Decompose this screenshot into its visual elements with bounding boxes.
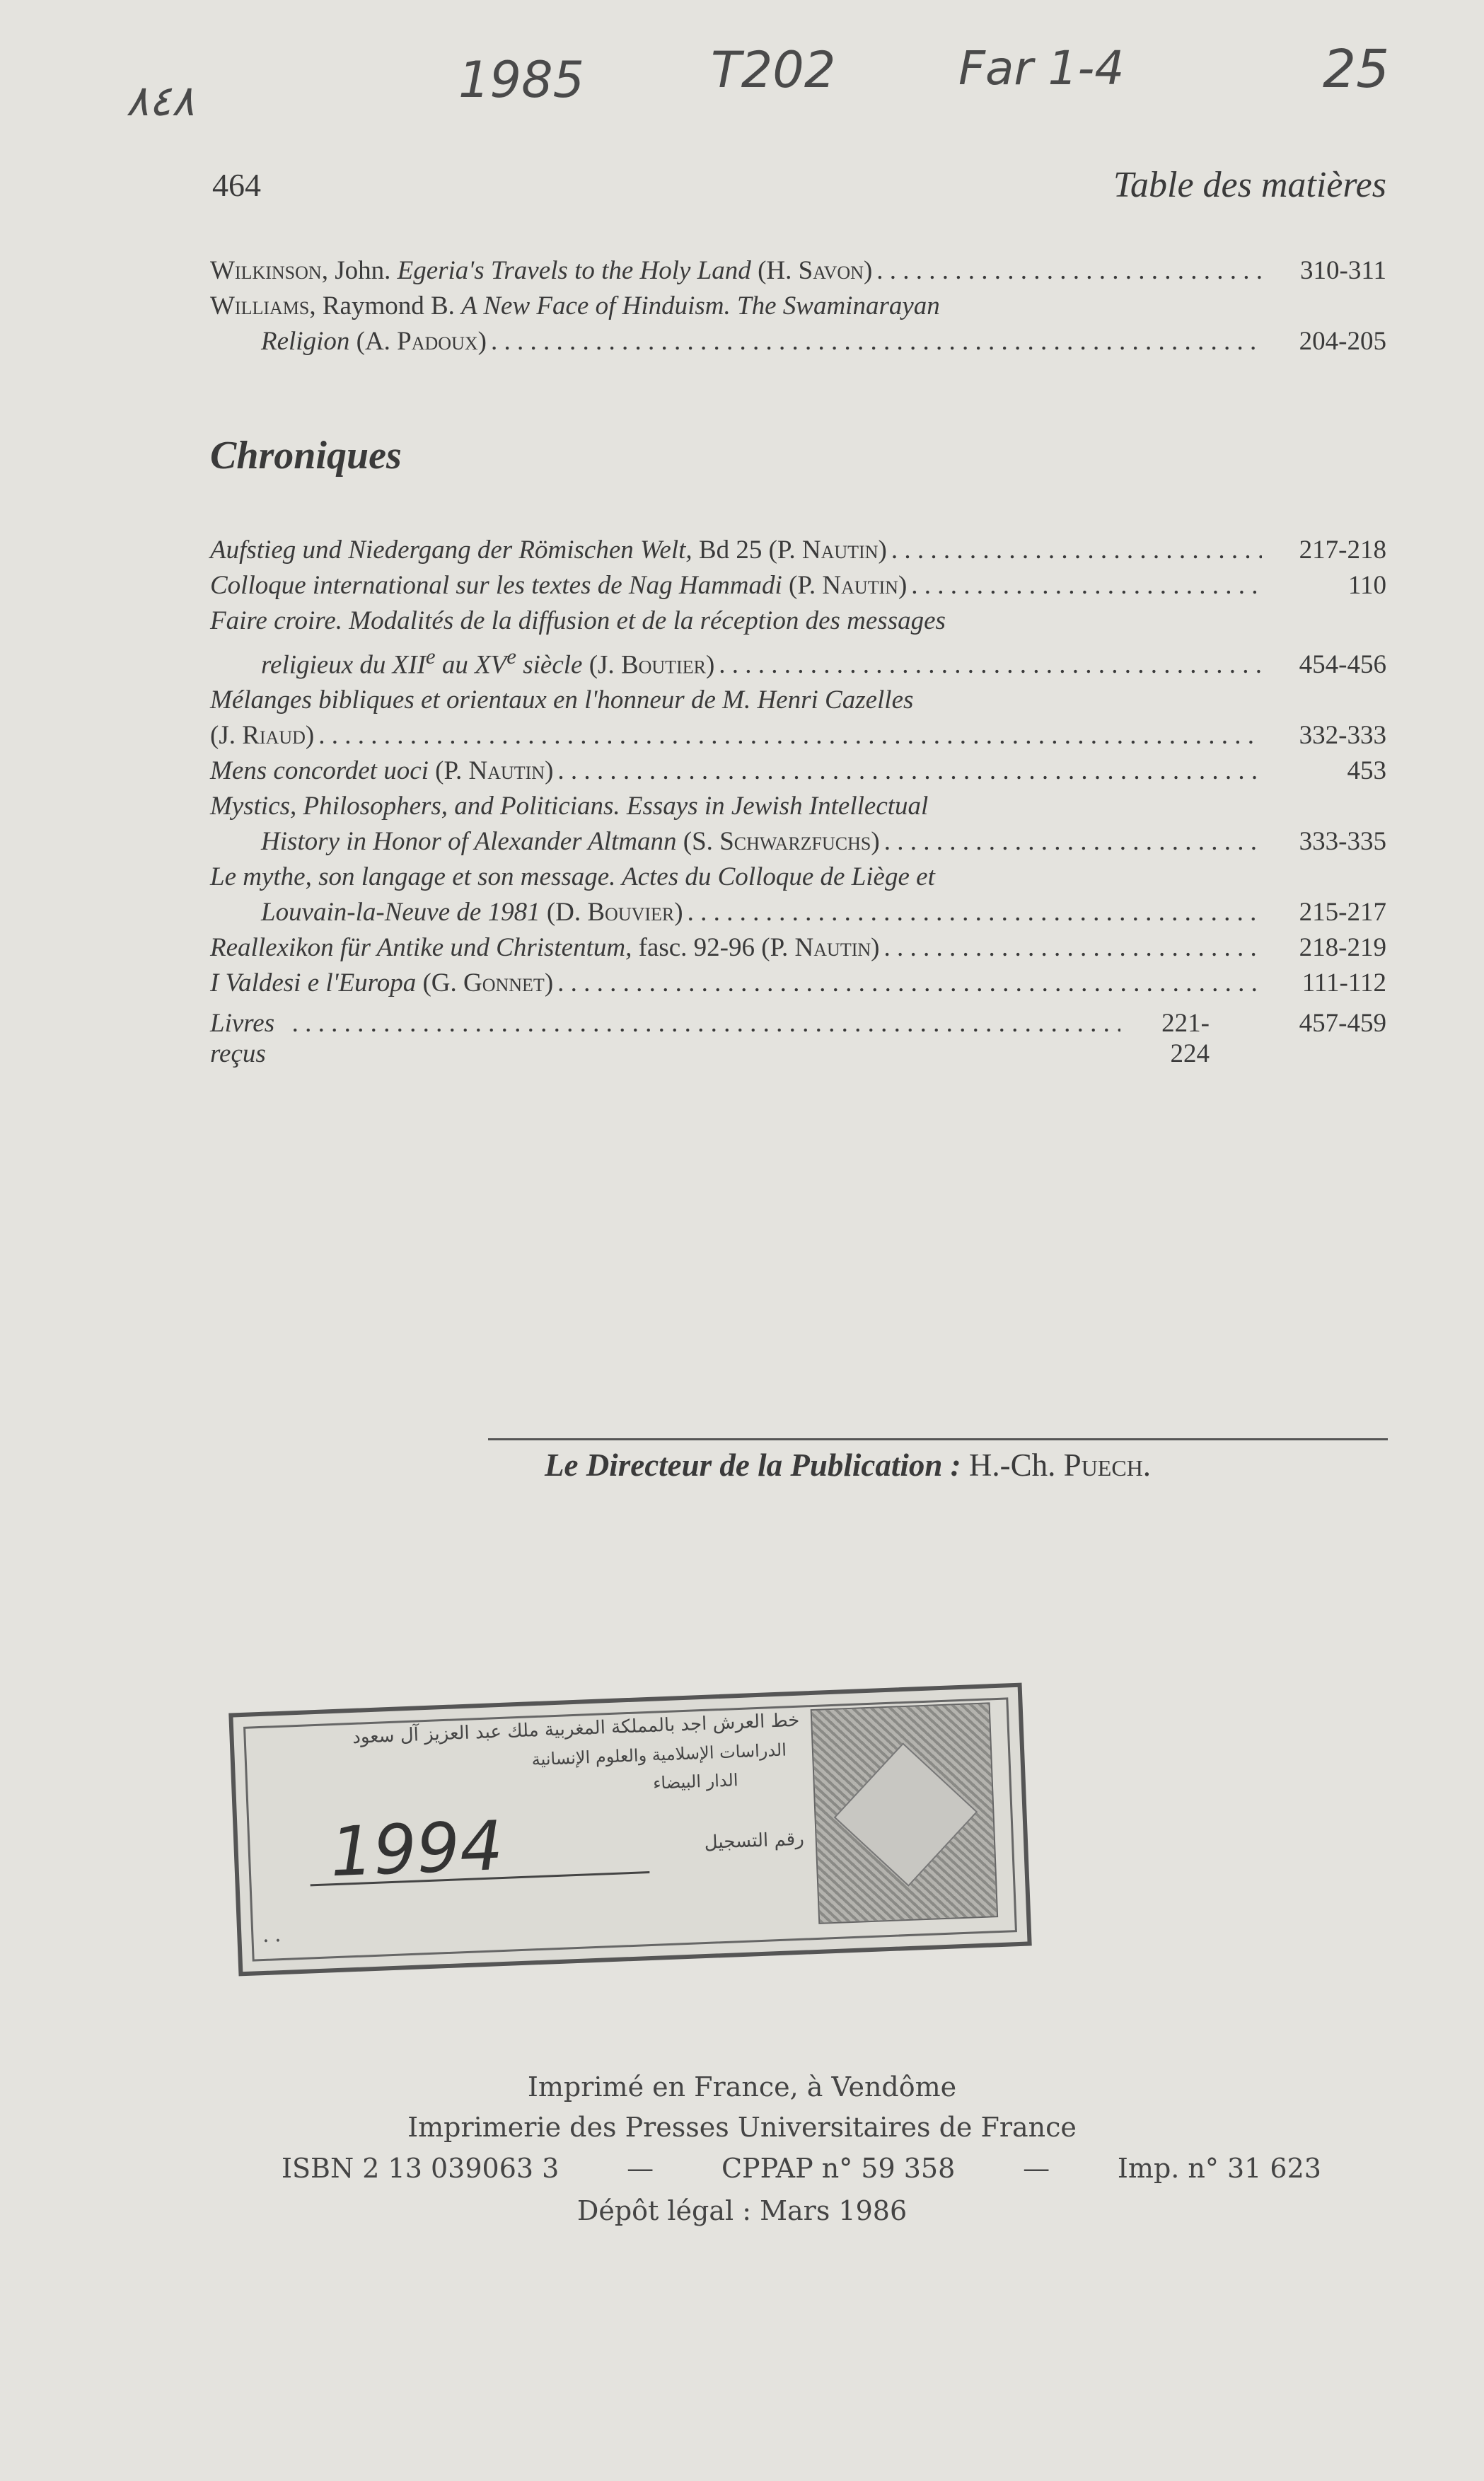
chronicle-extra: (P. xyxy=(782,571,816,600)
stamp-text-line: الدار البيضاء xyxy=(652,1770,738,1793)
reviewer-suffix: ) xyxy=(545,756,554,786)
imprint-numbers xyxy=(282,2153,1321,2184)
chronicle-title: Mystics, Philosophers, and Politicians. Essays in Jewish Intellectual xyxy=(210,792,929,821)
page-range: 221-224 xyxy=(1161,1009,1210,1068)
imprint-printer: Imprimerie des Presses Universitaires de France xyxy=(407,2112,1077,2143)
director-rule xyxy=(488,1438,1388,1440)
chronicle-title: Mélanges bibliques et orientaux en l'honneur de M. Henri Cazelles xyxy=(210,686,914,715)
reviewer-name: Boutier xyxy=(620,650,706,680)
reviewer-name: Bouvier xyxy=(587,898,675,927)
chronicle-title: Aufstieg und Niedergang der Römischen Welt, xyxy=(210,536,692,565)
toc-entry-continuation xyxy=(210,895,1386,930)
livres-recus-label: Livres reçus xyxy=(210,1009,275,1068)
reviewer-suffix: ) xyxy=(305,721,315,751)
chronicle-title: Colloque international sur les textes de Nag Hammadi xyxy=(210,571,782,600)
handwritten-note-fascicle: Far 1-4 xyxy=(958,41,1125,96)
page-range: 215-217 xyxy=(1299,898,1386,927)
chronicle-title-continued: History in Honor of Alexander Altmann xyxy=(261,827,677,857)
reviewer-name: Riaud xyxy=(242,721,306,751)
toc-entry-continuation xyxy=(210,824,1386,860)
page-range: 332-333 xyxy=(1299,721,1386,751)
dot-leader xyxy=(688,895,1262,930)
page-number: 464 xyxy=(212,167,261,203)
page-range: 333-335 xyxy=(1299,827,1386,857)
section-heading: Chroniques xyxy=(210,434,402,478)
chronicle-title: I Valdesi e l'Europa xyxy=(210,968,417,998)
toc-section-chroniques xyxy=(210,533,1386,1001)
legal-deposit: Dépôt légal : Mars 1986 xyxy=(576,2195,908,2226)
toc-entry-continuation xyxy=(210,639,1386,683)
reviewer-suffix: ) xyxy=(477,327,487,356)
dot-leader xyxy=(876,253,1262,289)
chronicle-extra: (J. xyxy=(582,650,615,680)
book-title: Egeria's Travels to the Holy Land xyxy=(397,256,751,285)
reviewer-suffix: ) xyxy=(898,571,908,600)
chronicle-extra: (D. xyxy=(540,898,581,927)
toc-entry xyxy=(210,966,1386,1001)
page-range: 111-112 xyxy=(1302,968,1386,998)
dot-leader xyxy=(292,1008,1120,1039)
handwritten-note-year: 1985 xyxy=(458,51,585,109)
chronicle-extra: (P. xyxy=(428,756,463,786)
chronicle-title-continued: religieux du XII xyxy=(261,650,426,680)
cppap-number: CPPAP n° 59 358 xyxy=(721,2153,956,2184)
chronicle-extra: (G. xyxy=(416,968,457,998)
superscript: e xyxy=(425,644,436,669)
reviewer-name: Nautin xyxy=(468,756,545,786)
dot-leader xyxy=(891,533,1262,568)
handwritten-note-right: 25 xyxy=(1323,39,1390,100)
isbn: ISBN 2 13 039063 3 xyxy=(282,2153,560,2184)
imp-number: Imp. n° 31 623 xyxy=(1117,2153,1321,2184)
author-name: Wilkinson xyxy=(210,256,322,285)
page-range: 453 xyxy=(1347,756,1386,786)
chronicle-title: Le mythe, son langage et son message. Actes du Colloque de Liège et xyxy=(210,862,935,892)
reviewer-name: Nautin xyxy=(801,536,879,565)
dot-leader xyxy=(557,753,1262,789)
chronicle-extra: fasc. 92-96 (P. xyxy=(632,933,789,963)
dot-leader xyxy=(491,324,1262,359)
toc-entry xyxy=(210,568,1386,603)
stamp-text-line: خط العرش اجد بالمملكة المغربية ملك عبد العزيز آل سعود xyxy=(352,1709,800,1748)
page-range: 110 xyxy=(1347,571,1386,600)
dot-leader xyxy=(719,647,1262,683)
director-role: Le Directeur de la Publication : xyxy=(545,1447,961,1483)
reviewer-name: Savon xyxy=(798,256,864,285)
reviewer-name: Nautin xyxy=(822,571,898,600)
running-head: Table des matières xyxy=(1113,165,1386,205)
chronicle-title-continued: Louvain-la-Neuve de 1981 xyxy=(261,898,540,927)
reviewer-name: Nautin xyxy=(794,933,871,963)
director-name: Puech. xyxy=(1063,1447,1152,1483)
toc-section-reviews xyxy=(210,253,1386,359)
stamp-registration-number: 1994 xyxy=(328,1805,505,1892)
book-title: A New Face of Hinduism. The Swaminarayan xyxy=(461,291,940,320)
chronicle-title: Mens concordet uoci xyxy=(210,756,429,786)
chronicle-extra: Bd 25 (P. xyxy=(692,536,796,565)
toc-entry xyxy=(210,930,1386,966)
reviewer-suffix: ) xyxy=(674,898,683,927)
page-range: 217-218 xyxy=(1299,536,1386,565)
page-range: 310-311 xyxy=(1300,256,1386,285)
author-firstname: , Raymond B. xyxy=(309,291,455,320)
stamp-emblem-icon xyxy=(811,1702,998,1924)
author-firstname: , John. xyxy=(321,256,391,285)
reviewer-suffix: ) xyxy=(705,650,715,680)
reviewer-suffix: ) xyxy=(878,536,887,565)
page-range: 204-205 xyxy=(1299,327,1386,356)
livres-recus-row xyxy=(210,1008,1386,1069)
reviewer-prefix: (H. xyxy=(758,256,792,285)
chronicle-title: Reallexikon für Antike und Christentum, xyxy=(210,933,632,963)
chronicle-title-continued: au XV xyxy=(435,650,507,680)
imprint-printed-in: Imprimé en France, à Vendôme xyxy=(527,2071,957,2103)
book-title-continued: Religion xyxy=(261,327,350,356)
stamp-text-line: الدراسات الإسلامية والعلوم الإنسانية xyxy=(531,1740,787,1770)
director-line xyxy=(545,1447,1151,1484)
reviewer-name: Padoux xyxy=(397,327,478,356)
chronicle-extra: (J. xyxy=(210,721,236,751)
reviewer-name: Schwarzfuchs xyxy=(719,827,871,857)
dot-leader xyxy=(911,568,1262,603)
star-emblem-icon xyxy=(834,1742,978,1886)
toc-entry-continuation xyxy=(210,718,1386,753)
dot-leader xyxy=(884,824,1262,860)
separator-dash: — xyxy=(1023,2153,1050,2184)
handwritten-note-code: T202 xyxy=(711,41,836,99)
handwritten-note-left: ٨٤٨ xyxy=(126,76,195,126)
chronicle-extra: (S. xyxy=(676,827,713,857)
separator-dash: — xyxy=(627,2153,654,2184)
reviewer-prefix: (A. xyxy=(356,327,390,356)
stamp-dots: . . xyxy=(262,1921,282,1948)
stamp-registration-label: رقم التسجيل xyxy=(704,1828,805,1853)
library-stamp xyxy=(228,1683,1031,1977)
toc-entry xyxy=(210,289,1386,324)
page-range: 218-219 xyxy=(1299,933,1386,963)
chronicle-title-continued: siècle xyxy=(516,650,583,680)
toc-entry xyxy=(210,253,1386,289)
superscript: e xyxy=(506,644,516,669)
reviewer-name: Gonnet xyxy=(463,968,545,998)
director-initials: H.-Ch. xyxy=(968,1447,1056,1483)
chronicle-title: Faire croire. Modalités de la diffusion et de la réception des messages xyxy=(210,606,946,635)
reviewer-suffix: ) xyxy=(863,256,873,285)
page-range: 457-459 xyxy=(1299,1009,1386,1038)
reviewer-suffix: ) xyxy=(871,933,880,963)
dot-leader xyxy=(318,718,1262,753)
author-name: Williams xyxy=(210,291,310,320)
dot-leader xyxy=(557,966,1262,1001)
toc-entry xyxy=(210,533,1386,568)
reviewer-suffix: ) xyxy=(871,827,880,857)
page-range: 454-456 xyxy=(1299,650,1386,680)
dot-leader xyxy=(883,930,1262,966)
reviewer-suffix: ) xyxy=(544,968,554,998)
toc-entry xyxy=(210,753,1386,789)
toc-entry-continuation xyxy=(210,324,1386,359)
